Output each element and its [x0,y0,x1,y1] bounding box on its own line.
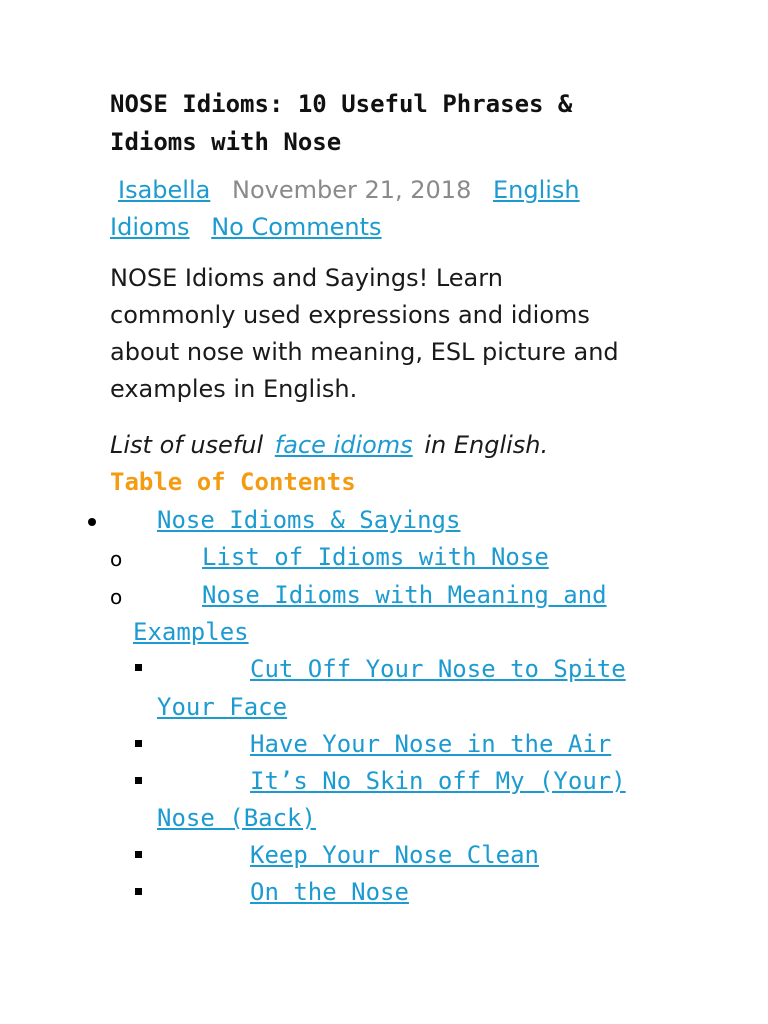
category-link-continued[interactable]: Idioms [110,213,190,241]
bullet-square-icon [135,851,142,858]
toc-item-cut-off-your-nose-continued[interactable]: Your Face [157,693,288,721]
face-idioms-prefix: List of useful [110,431,264,459]
article-meta-row [118,176,580,204]
toc-item-nose-idioms-sayings[interactable]: Nose Idioms & Sayings [157,506,461,534]
article-title-line-1: NOSE Idioms: 10 Useful Phrases & [110,90,573,118]
toc-item-no-skin-off-my-nose[interactable]: It’s No Skin off My (Your) [250,767,626,795]
toc-item-no-skin-off-my-nose-continued[interactable]: Nose (Back) [157,804,316,832]
category-link[interactable]: English [492,176,580,204]
toc-item-meaning-examples[interactable]: Nose Idioms with Meaning and [202,581,607,609]
bullet-square-icon [135,664,142,671]
bullet-square-icon [135,740,142,747]
author-link[interactable]: Isabella [118,176,211,204]
bullet-disc-icon [88,518,96,526]
face-idioms-line [110,431,548,459]
bullet-square-icon [135,888,142,895]
toc-item-nose-in-the-air[interactable]: Have Your Nose in the Air [250,730,612,758]
bullet-circle-icon: o [110,585,123,609]
toc-item-keep-nose-clean[interactable]: Keep Your Nose Clean [250,841,539,869]
toc-item-on-the-nose[interactable]: On the Nose [250,878,409,906]
bullet-circle-icon: o [110,547,123,571]
intro-line-2: commonly used expressions and idioms [110,301,590,329]
face-idioms-link[interactable]: face idioms [274,431,413,459]
toc-item-list-of-idioms[interactable]: List of Idioms with Nose [202,543,549,571]
face-idioms-suffix: in English. [424,431,549,459]
toc-item-cut-off-your-nose[interactable]: Cut Off Your Nose to Spite [250,655,626,683]
article-meta-row-2 [110,213,382,241]
bullet-square-icon [135,777,142,784]
toc-item-meaning-examples-continued[interactable]: Examples [133,618,249,646]
post-date: November 21, 2018 [231,176,472,204]
toc-heading: Table of Contents [110,468,356,496]
article-title-line-2: Idioms with Nose [110,128,342,156]
intro-line-1: NOSE Idioms and Sayings! Learn [110,264,503,292]
intro-line-4: examples in English. [110,375,358,403]
comments-link[interactable]: No Comments [211,213,382,241]
intro-line-3: about nose with meaning, ESL picture and [110,338,619,366]
